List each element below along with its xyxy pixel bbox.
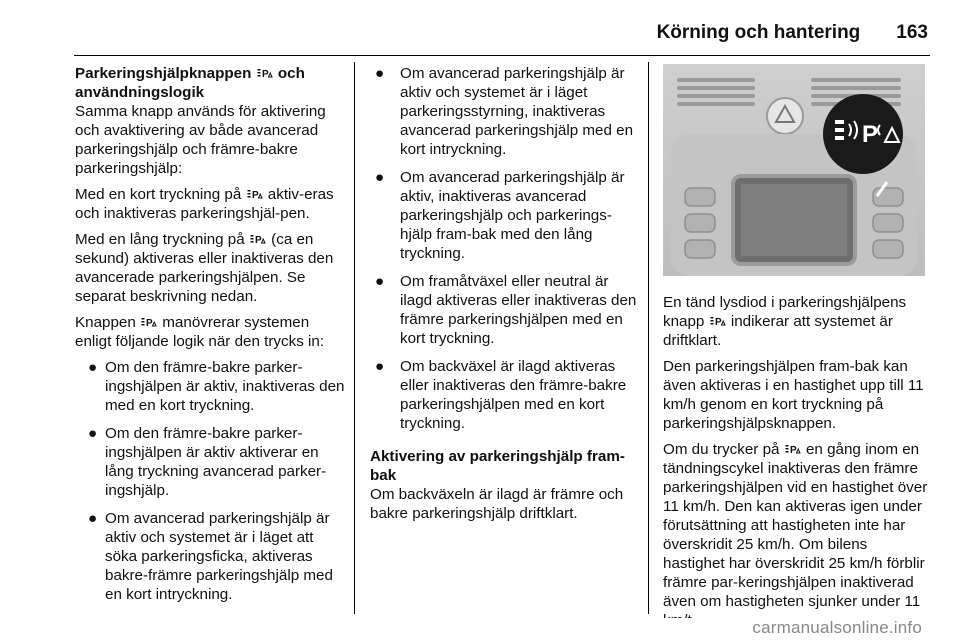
paragraph xyxy=(75,185,347,223)
watermark: carmanualsonline.info xyxy=(752,618,922,637)
list-item-text: Om framåtväxel eller neutral är ilagd aktiveras eller inaktiveras den främre parkeringshjälpen med en kort tryckning. xyxy=(400,273,637,347)
svg-text:P: P xyxy=(261,69,269,79)
paragraph: Den parkeringshjälpen fram-bak kan även aktiveras i en hastighet upp till 11 km/h genom en kort tryckning på parkeringshjälpsknappen. xyxy=(663,358,924,432)
list-item xyxy=(370,64,640,159)
svg-text:P: P xyxy=(789,445,797,455)
park-assist-icon xyxy=(141,316,157,328)
paragraph xyxy=(663,293,933,350)
park-assist-icon xyxy=(710,315,726,327)
page-header xyxy=(0,22,928,44)
dashboard-photo xyxy=(663,64,925,276)
section-title: Körning och hantering xyxy=(656,22,861,43)
text: en gång inom en tändningscykel inaktiveras den främre parkeringshjälpen vid en hastighet över 11 km/h. Den kan aktiveras igen under förutsättning att hastigheten inte har överskridit 25 km/h. Om bilens hastighet har överskridit 25 km/h förblir främre par-keringshjälpen inaktiverad även om hastigheten sjunker under 11 xyxy=(663,441,928,610)
text: manövrerar systemen enligt följande logik när den trycks in: xyxy=(75,314,325,350)
park-assist-icon xyxy=(247,188,263,200)
list-item-text: Om backväxel är ilagd aktiveras eller inaktiveras den främre-bakre parkeringshjälpen med en kort tryckning. xyxy=(400,358,627,432)
header-rule xyxy=(74,55,930,56)
bullet-icon: ● xyxy=(88,359,98,376)
list-item xyxy=(75,509,347,604)
bullet-list xyxy=(75,358,347,604)
list-item xyxy=(75,424,347,500)
page-number: 163 xyxy=(896,22,928,43)
list-item-text: Om avancerad parkeringshjälp är aktiv och systemet är i läget att söka parkeringsficka, aktiveras bakre-främre parkeringshjälp med en kort intryckning. xyxy=(105,510,333,603)
list-item xyxy=(75,358,347,415)
bullet-icon: ● xyxy=(375,65,385,82)
list-item xyxy=(370,272,640,348)
svg-text:P: P xyxy=(862,121,879,148)
text: Knappen xyxy=(75,314,136,331)
park-assist-icon xyxy=(785,443,801,455)
list-item xyxy=(370,357,640,433)
svg-text:P: P xyxy=(254,235,262,245)
list-item xyxy=(370,168,640,263)
heading-text: Parkeringshjälpknappen xyxy=(75,65,252,82)
heading-text: och xyxy=(277,65,305,82)
text: indikerar att systemet är driftklart. xyxy=(663,313,893,349)
heading-text: användningslogik xyxy=(75,84,205,101)
bullet-icon: ● xyxy=(375,273,385,290)
park-assist-icon xyxy=(250,233,266,245)
bullet-list xyxy=(370,64,640,433)
paragraph: Samma knapp används för aktivering och avaktivering av både avancerad parkeringshjälp och främre-bakre parkeringshjälp: xyxy=(75,103,326,177)
park-assist-icon xyxy=(257,67,273,79)
column-2 xyxy=(370,64,640,530)
svg-text:P: P xyxy=(714,317,722,327)
text: Med en kort tryckning på xyxy=(75,186,242,203)
bullet-icon: ● xyxy=(375,169,385,186)
svg-text:P: P xyxy=(251,190,259,200)
list-item-text: Om den främre-bakre parker-ingshjälpen är aktiv, inaktiveras den med en kort tryckning. xyxy=(105,359,345,414)
paragraph: Om backväxeln är ilagd är främre och bakre parkeringshjälp driftklart. xyxy=(370,486,624,522)
text: aktiv-eras och inaktiveras parkeringshjäl-pen. xyxy=(75,186,334,222)
text: En tänd lysdiod i parkeringshjälpens knapp xyxy=(663,294,907,330)
bullet-icon: ● xyxy=(375,358,385,375)
dashboard-illustration xyxy=(663,64,925,276)
list-item-text: Om avancerad parkeringshjälp är aktiv, inaktiveras avancerad parkeringshjälp och parkerings-hjälp fram-bak med den lång tryckning. xyxy=(400,169,625,262)
column-divider xyxy=(354,62,355,614)
bullet-icon: ● xyxy=(88,510,98,527)
text: (ca en sekund) aktiveras eller inaktiveras den avancerade parkeringshjälpen. Se separat beskrivning nedan. xyxy=(75,231,334,305)
section-heading xyxy=(75,64,347,102)
paragraph xyxy=(663,440,933,630)
svg-text:P: P xyxy=(146,318,153,328)
bullet-icon: ● xyxy=(88,425,98,442)
section-heading: Aktivering av parkeringshjälp fram-bak xyxy=(370,448,625,484)
list-item-text: Om avancerad parkeringshjälp är aktiv och systemet är i läget parkeringsstyrning, inaktiveras avancerad parkeringshjälp med en kort intryckning. xyxy=(400,65,634,158)
page-footer xyxy=(0,618,960,642)
text: Om du trycker på xyxy=(663,441,780,458)
column-3 xyxy=(663,64,933,637)
paragraph xyxy=(75,230,347,306)
column-divider xyxy=(648,62,649,614)
column-1 xyxy=(75,64,347,613)
paragraph xyxy=(75,313,347,351)
list-item-text: Om den främre-bakre parker-ingshjälpen är aktiv aktiverar en lång tryckning avancerad parker-ingshjälp. xyxy=(105,425,327,499)
text: Med en lång tryckning på xyxy=(75,231,245,248)
